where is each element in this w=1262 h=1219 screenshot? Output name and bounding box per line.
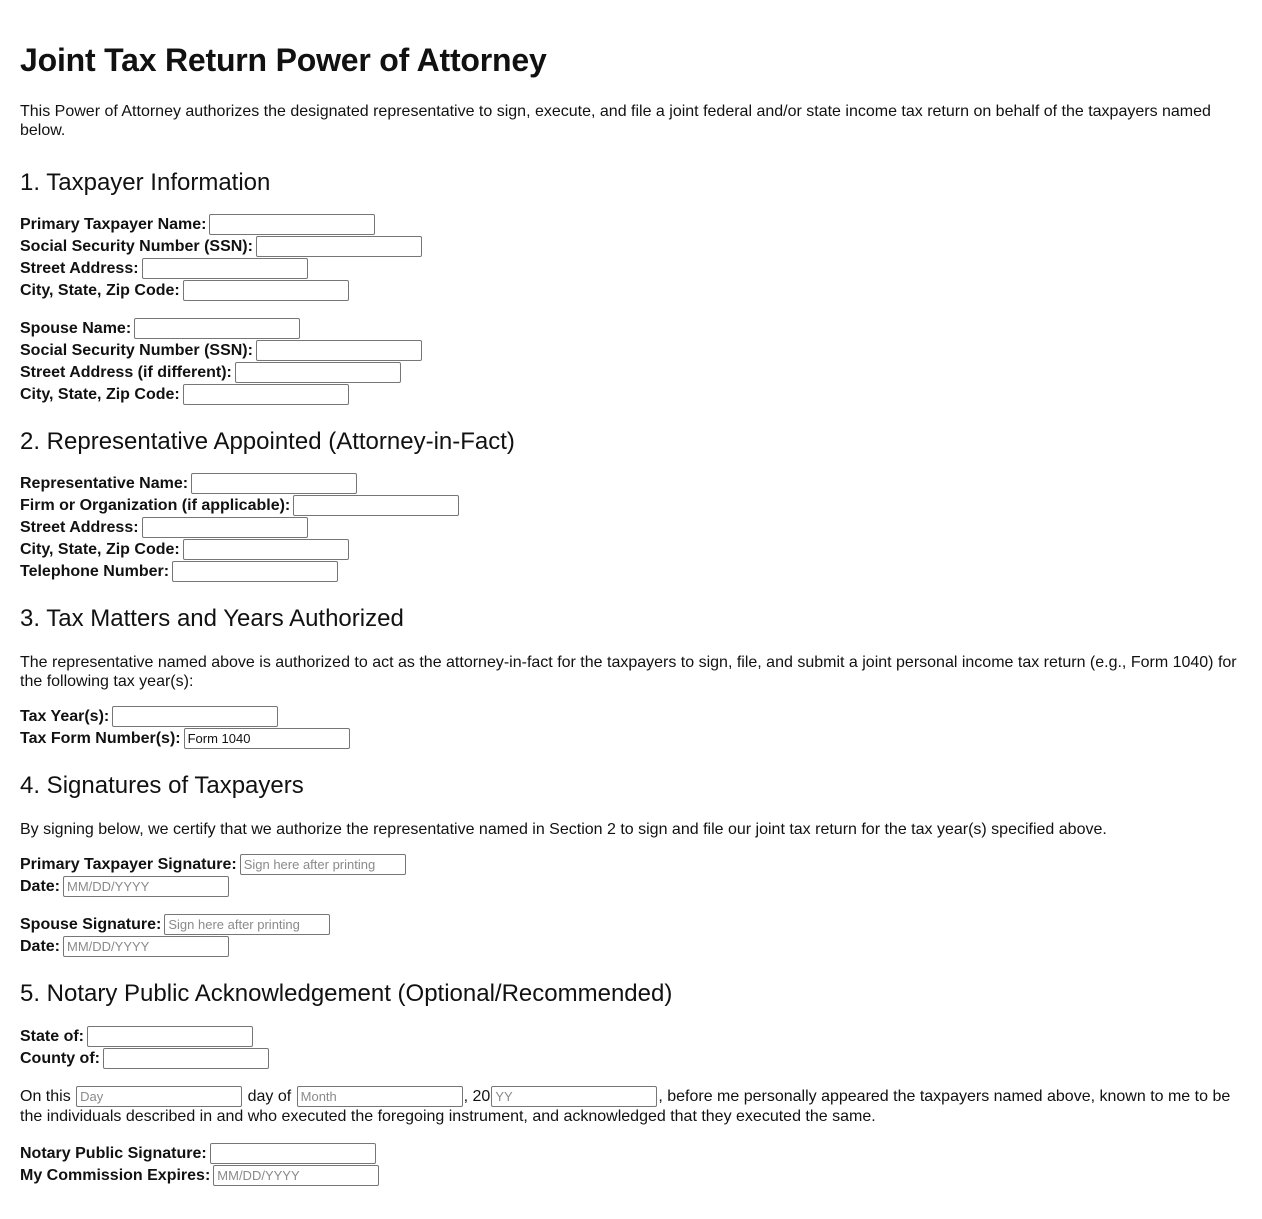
rep-name-row: [20, 473, 1242, 495]
spouse-date-row: [20, 936, 1242, 958]
rep-phone-row: [20, 561, 1242, 583]
primary-name-input[interactable]: [209, 214, 375, 235]
rep-name-label: Representative Name:: [20, 475, 189, 492]
tax-years-input[interactable]: [112, 706, 278, 727]
primary-name-label: Primary Taxpayer Name:: [20, 216, 207, 233]
primary-date-label: Date:: [20, 878, 61, 895]
rep-street-input[interactable]: [142, 517, 308, 538]
acknowledgement-text: , before me personally appeared the taxpayers named above, known to me to be the individuals described in and who executed the foregoing instrument, and acknowledged that they executed the same.: [20, 1088, 1231, 1125]
primary-city-row: [20, 280, 1242, 302]
spouse-street-input[interactable]: [235, 362, 401, 383]
spouse-street-label: Street Address (if different):: [20, 364, 232, 381]
rep-city-input[interactable]: [183, 539, 349, 560]
notary-signature-input[interactable]: [210, 1143, 376, 1164]
primary-ssn-row: [20, 236, 1242, 258]
spouse-name-label: Spouse Name:: [20, 320, 132, 337]
rep-phone-input[interactable]: [172, 561, 338, 582]
page-title: Joint Tax Return Power of Attorney: [20, 42, 547, 78]
acknowledgement-paragraph: [20, 1086, 1242, 1127]
state-label: State of:: [20, 1028, 84, 1045]
tax-form-input[interactable]: [184, 728, 350, 749]
month-input[interactable]: [297, 1086, 463, 1107]
section-2-heading: 2. Representative Appointed (Attorney-in-Fact): [20, 428, 515, 455]
rep-city-row: [20, 539, 1242, 561]
rep-street-label: Street Address:: [20, 519, 139, 536]
spouse-name-row: [20, 318, 1242, 340]
comma-20-text: , 20: [463, 1088, 491, 1105]
spouse-name-input[interactable]: [134, 318, 300, 339]
state-input[interactable]: [87, 1026, 253, 1047]
primary-street-label: Street Address:: [20, 260, 139, 277]
notary-signature-row: [20, 1143, 1242, 1165]
commission-label: My Commission Expires:: [20, 1167, 211, 1184]
primary-city-label: City, State, Zip Code:: [20, 282, 180, 299]
state-row: [20, 1026, 1242, 1048]
spouse-signature-row: [20, 914, 1242, 936]
tax-form-row: [20, 728, 1242, 750]
notary-signature-group: [20, 1143, 1242, 1187]
commission-input[interactable]: [213, 1165, 379, 1186]
intro-text: This Power of Attorney authorizes the designated representative to sign, execute, and file a joint federal and/or state income tax return on behalf of the taxpayers named below.: [20, 103, 1211, 139]
county-input[interactable]: [103, 1048, 269, 1069]
primary-signature-input[interactable]: [240, 854, 406, 875]
tax-form-label: Tax Form Number(s):: [20, 730, 181, 747]
primary-street-row: [20, 258, 1242, 280]
spouse-ssn-input[interactable]: [256, 340, 422, 361]
primary-name-row: [20, 214, 1242, 236]
rep-firm-label: Firm or Organization (if applicable):: [20, 497, 291, 514]
rep-city-label: City, State, Zip Code:: [20, 541, 180, 558]
year-input[interactable]: [491, 1086, 657, 1107]
county-label: County of:: [20, 1050, 100, 1067]
day-of-text: day of: [247, 1088, 292, 1105]
primary-date-input[interactable]: [63, 876, 229, 897]
representative-group: [20, 473, 1242, 583]
tax-years-label: Tax Year(s):: [20, 708, 110, 725]
primary-date-row: [20, 876, 1242, 898]
on-this-text: On this: [20, 1088, 71, 1105]
primary-signature-label: Primary Taxpayer Signature:: [20, 856, 237, 873]
rep-firm-row: [20, 495, 1242, 517]
county-row: [20, 1048, 1242, 1070]
tax-matters-group: [20, 706, 1242, 750]
commission-row: [20, 1165, 1242, 1187]
rep-name-input[interactable]: [191, 473, 357, 494]
primary-taxpayer-group: [20, 214, 1242, 302]
primary-ssn-input[interactable]: [256, 236, 422, 257]
section-5-heading: 5. Notary Public Acknowledgement (Optional/Recommended): [20, 980, 673, 1007]
spouse-signature-label: Spouse Signature:: [20, 916, 162, 933]
section-4-text: By signing below, we certify that we authorize the representative named in Section 2 to sign and file our joint tax return for the tax year(s) specified above.: [20, 821, 1107, 838]
spouse-street-row: [20, 362, 1242, 384]
spouse-date-input[interactable]: [63, 936, 229, 957]
spouse-date-label: Date:: [20, 938, 61, 955]
section-3-heading: 3. Tax Matters and Years Authorized: [20, 605, 404, 632]
day-input[interactable]: [76, 1086, 242, 1107]
primary-signature-row: [20, 854, 1242, 876]
primary-signature-group: [20, 854, 1242, 898]
rep-phone-label: Telephone Number:: [20, 563, 170, 580]
section-1-heading: 1. Taxpayer Information: [20, 169, 271, 196]
spouse-signature-group: [20, 914, 1242, 958]
tax-years-row: [20, 706, 1242, 728]
spouse-ssn-row: [20, 340, 1242, 362]
rep-street-row: [20, 517, 1242, 539]
spouse-ssn-label: Social Security Number (SSN):: [20, 342, 253, 359]
section-4-heading: 4. Signatures of Taxpayers: [20, 772, 304, 799]
section-3-text: The representative named above is authorized to act as the attorney-in-fact for the taxpayers to sign, file, and submit a joint personal income tax return (e.g., Form 1040) for the following tax year(s):: [20, 654, 1237, 690]
rep-firm-input[interactable]: [293, 495, 459, 516]
primary-street-input[interactable]: [142, 258, 308, 279]
spouse-city-row: [20, 384, 1242, 406]
primary-city-input[interactable]: [183, 280, 349, 301]
spouse-city-input[interactable]: [183, 384, 349, 405]
spouse-signature-input[interactable]: [164, 914, 330, 935]
notary-location-group: [20, 1026, 1242, 1070]
notary-signature-label: Notary Public Signature:: [20, 1145, 207, 1162]
spouse-group: [20, 318, 1242, 406]
primary-ssn-label: Social Security Number (SSN):: [20, 238, 253, 255]
spouse-city-label: City, State, Zip Code:: [20, 386, 180, 403]
